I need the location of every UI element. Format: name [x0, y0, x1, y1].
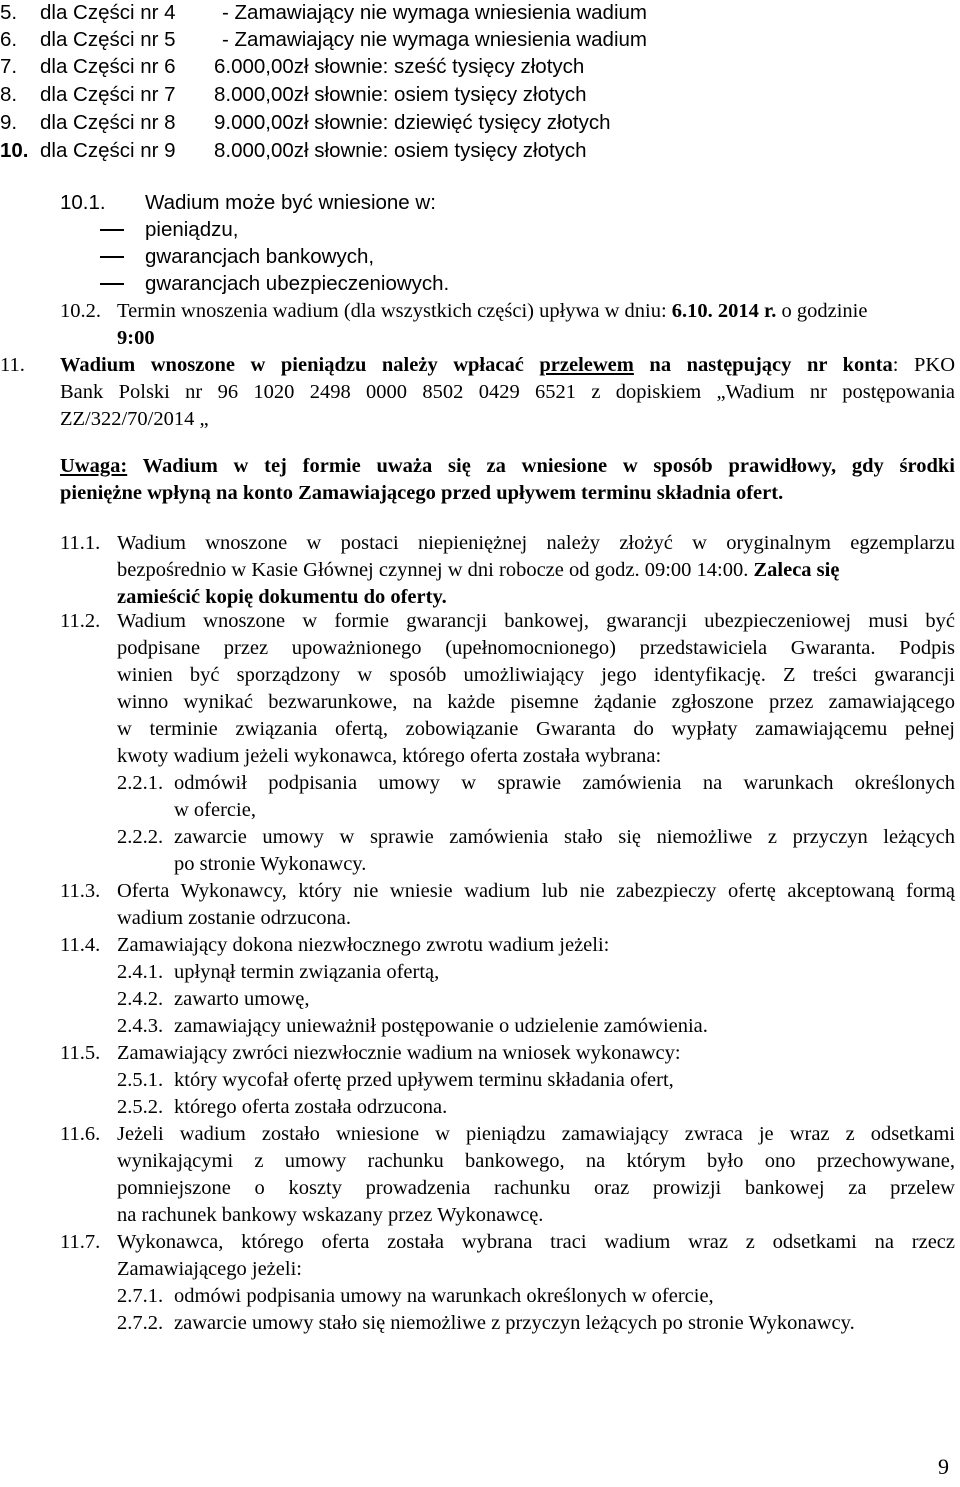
sub-item-text: odmówił podpisania umowy w sprawie zamówienia na warunkach określonych	[174, 772, 955, 794]
section-text: Wadium wnoszone w pieniądzu należy wpłacać przelewem na następujący nr konta: PKO	[60, 354, 955, 376]
section-text: podpisane przez upoważnionego (upełnomocnionego) przedstawiciela Gwaranta. Podpis	[117, 637, 955, 659]
section-number: 11.2.	[60, 610, 101, 632]
section-text: winien być sporządzony w sposób umożliwiający jego identyfikację. Z treści gwarancji	[117, 664, 955, 686]
section-text: pomniejszone o koszty prowadzenia rachunku oraz prowizji bankowej za przelew	[117, 1177, 955, 1199]
sub-item-text: po stronie Wykonawcy.	[174, 853, 367, 875]
note-line: Uwaga: Wadium w tej formie uważa się za wniesione w sposób prawidłowy, gdy środki	[60, 455, 955, 477]
list-item-num: 7.	[0, 55, 18, 78]
section-text: wynikającymi z umowy rachunku bankowego, na którym było ono przechowywane,	[117, 1150, 955, 1172]
section-text: Oferta Wykonawcy, który nie wniesie wadium lub nie zabezpieczy ofertę akceptowaną formą	[117, 880, 955, 902]
sub-item-number: 2.4.2.	[117, 988, 164, 1010]
sub-item-number: 2.4.1.	[117, 961, 164, 983]
list-item-num: 8.	[0, 83, 18, 106]
section-text: Wadium wnoszone w postaci niepieniężnej należy złożyć w oryginalnym egzemplarzu	[117, 532, 955, 554]
list-item-amount: - Zamawiający nie wymaga wniesienia wadium	[222, 28, 647, 51]
note-line: pieniężne wpłyną na konto Zamawiającego przed upływem terminu składnia ofert.	[60, 482, 784, 504]
note-label: Uwaga:	[60, 455, 128, 477]
list-item-part: dla Części nr 8	[40, 111, 176, 134]
sub-item-text: odmówi podpisania umowy na warunkach określonych w ofercie,	[174, 1285, 714, 1307]
transfer-keyword: przelewem	[539, 354, 634, 376]
page-number: 9	[938, 1454, 949, 1479]
section-number: 11.6.	[60, 1123, 101, 1145]
sub-item-number: 2.5.1.	[117, 1069, 164, 1091]
section-text: winno wynikać bezwarunkowe, na każde pisemne żądanie zgłoszone przez zamawiającego	[117, 691, 955, 713]
list-item-amount: - Zamawiający nie wymaga wniesienia wadium	[222, 1, 647, 24]
sub-item-text: w ofercie,	[174, 799, 256, 821]
list-item-num: 10.	[0, 139, 29, 162]
list-item-part: dla Części nr 4	[40, 1, 176, 24]
list-item-num: 6.	[0, 28, 18, 51]
section-number: 10.2.	[60, 300, 101, 322]
section-text: ZZ/322/70/2014 „	[60, 408, 209, 430]
bullet-item: gwarancjach ubezpieczeniowych.	[145, 272, 450, 295]
list-item-part: dla Części nr 9	[40, 139, 176, 162]
section-title: Zamawiający dokona niezwłocznego zwrotu wadium jeżeli:	[117, 934, 610, 956]
section-number: 11.5.	[60, 1042, 101, 1064]
dash-bullet	[100, 256, 124, 258]
section-text: bezpośrednio w Kasie Głównej czynnej w dni robocze od godz. 09:00 14:00. Zaleca się	[117, 559, 840, 581]
section-title: Wadium może być wniesione w:	[145, 191, 436, 214]
section-number: 11.7.	[60, 1231, 101, 1253]
deadline-hour: 9:00	[117, 327, 155, 349]
dash-bullet	[100, 283, 124, 285]
section-text: Bank Polski nr 96 1020 2498 0000 8502 0429 6521 z dopiskiem „Wadium nr postępowania	[60, 381, 955, 403]
sub-item-text: zawarcie umowy w sprawie zamówienia stało się niemożliwe z przyczyn leżących	[174, 826, 955, 848]
deadline-text: Termin wnoszenia wadium (dla wszystkich części) upływa w dniu: 6.10. 2014 r. o godzinie	[117, 300, 868, 322]
list-item-amount: 6.000,00zł słownie: sześć tysięcy złotych	[214, 55, 585, 78]
sub-item-text: który wycofał ofertę przed upływem terminu składania ofert,	[174, 1069, 674, 1091]
section-text: kwoty wadium jeżeli wykonawca, którego oferta została wybrana:	[117, 745, 662, 767]
list-item-part: dla Części nr 6	[40, 55, 176, 78]
list-item-part: dla Części nr 7	[40, 83, 176, 106]
section-text: na rachunek bankowy wskazany przez Wykonawcę.	[117, 1204, 544, 1226]
section-number: 10.1.	[60, 191, 106, 214]
sub-item-number: 2.2.2.	[117, 826, 164, 848]
dash-bullet	[100, 229, 124, 231]
section-text: Wykonawca, którego oferta została wybrana traci wadium wraz z odsetkami na rzecz	[117, 1231, 955, 1253]
sub-item-text: zamawiający unieważnił postępowanie o udzielenie zamówienia.	[174, 1015, 708, 1037]
section-text: zamieścić kopię dokumentu do oferty.	[117, 586, 447, 608]
section-text: wadium zostanie odrzucona.	[117, 907, 351, 929]
deadline-date: 6.10. 2014 r.	[671, 300, 777, 322]
sub-item-text: upłynął termin związania ofertą,	[174, 961, 440, 983]
section-text: Zamawiającego jeżeli:	[117, 1258, 302, 1280]
list-item-part: dla Części nr 5	[40, 28, 176, 51]
sub-item-number: 2.7.1.	[117, 1285, 164, 1307]
list-item-amount: 8.000,00zł słownie: osiem tysięcy złotych	[214, 139, 587, 162]
list-item-amount: 9.000,00zł słownie: dziewięć tysięcy złotych	[214, 111, 611, 134]
sub-item-text: zawarcie umowy stało się niemożliwe z przyczyn leżących po stronie Wykonawcy.	[174, 1312, 855, 1334]
section-text: w terminie związania ofertą, zobowiązanie Gwaranta do wypłaty zamawiającemu pełnej	[117, 718, 955, 740]
bullet-item: pieniądzu,	[145, 218, 239, 241]
sub-item-text: zawarto umowę,	[174, 988, 310, 1010]
sub-item-number: 2.4.3.	[117, 1015, 164, 1037]
section-number: 11.3.	[60, 880, 101, 902]
bullet-item: gwarancjach bankowych,	[145, 245, 375, 268]
sub-item-text: którego oferta została odrzucona.	[174, 1096, 448, 1118]
list-item-num: 9.	[0, 111, 18, 134]
sub-item-number: 2.5.2.	[117, 1096, 164, 1118]
section-number: 11.1.	[60, 532, 101, 554]
list-item-amount: 8.000,00zł słownie: osiem tysięcy złotych	[214, 83, 587, 106]
section-title: Zamawiający zwróci niezwłocznie wadium na wniosek wykonawcy:	[117, 1042, 681, 1064]
section-number: 11.	[0, 354, 25, 376]
list-item-num: 5.	[0, 1, 18, 24]
sub-item-number: 2.7.2.	[117, 1312, 164, 1334]
section-number: 11.4.	[60, 934, 101, 956]
sub-item-number: 2.2.1.	[117, 772, 164, 794]
section-text: Jeżeli wadium zostało wniesione w pieniądzu zamawiający zwraca je wraz z odsetkami	[117, 1123, 955, 1145]
section-text: Wadium wnoszone w formie gwarancji bankowej, gwarancji ubezpieczeniowej musi być	[117, 610, 955, 632]
